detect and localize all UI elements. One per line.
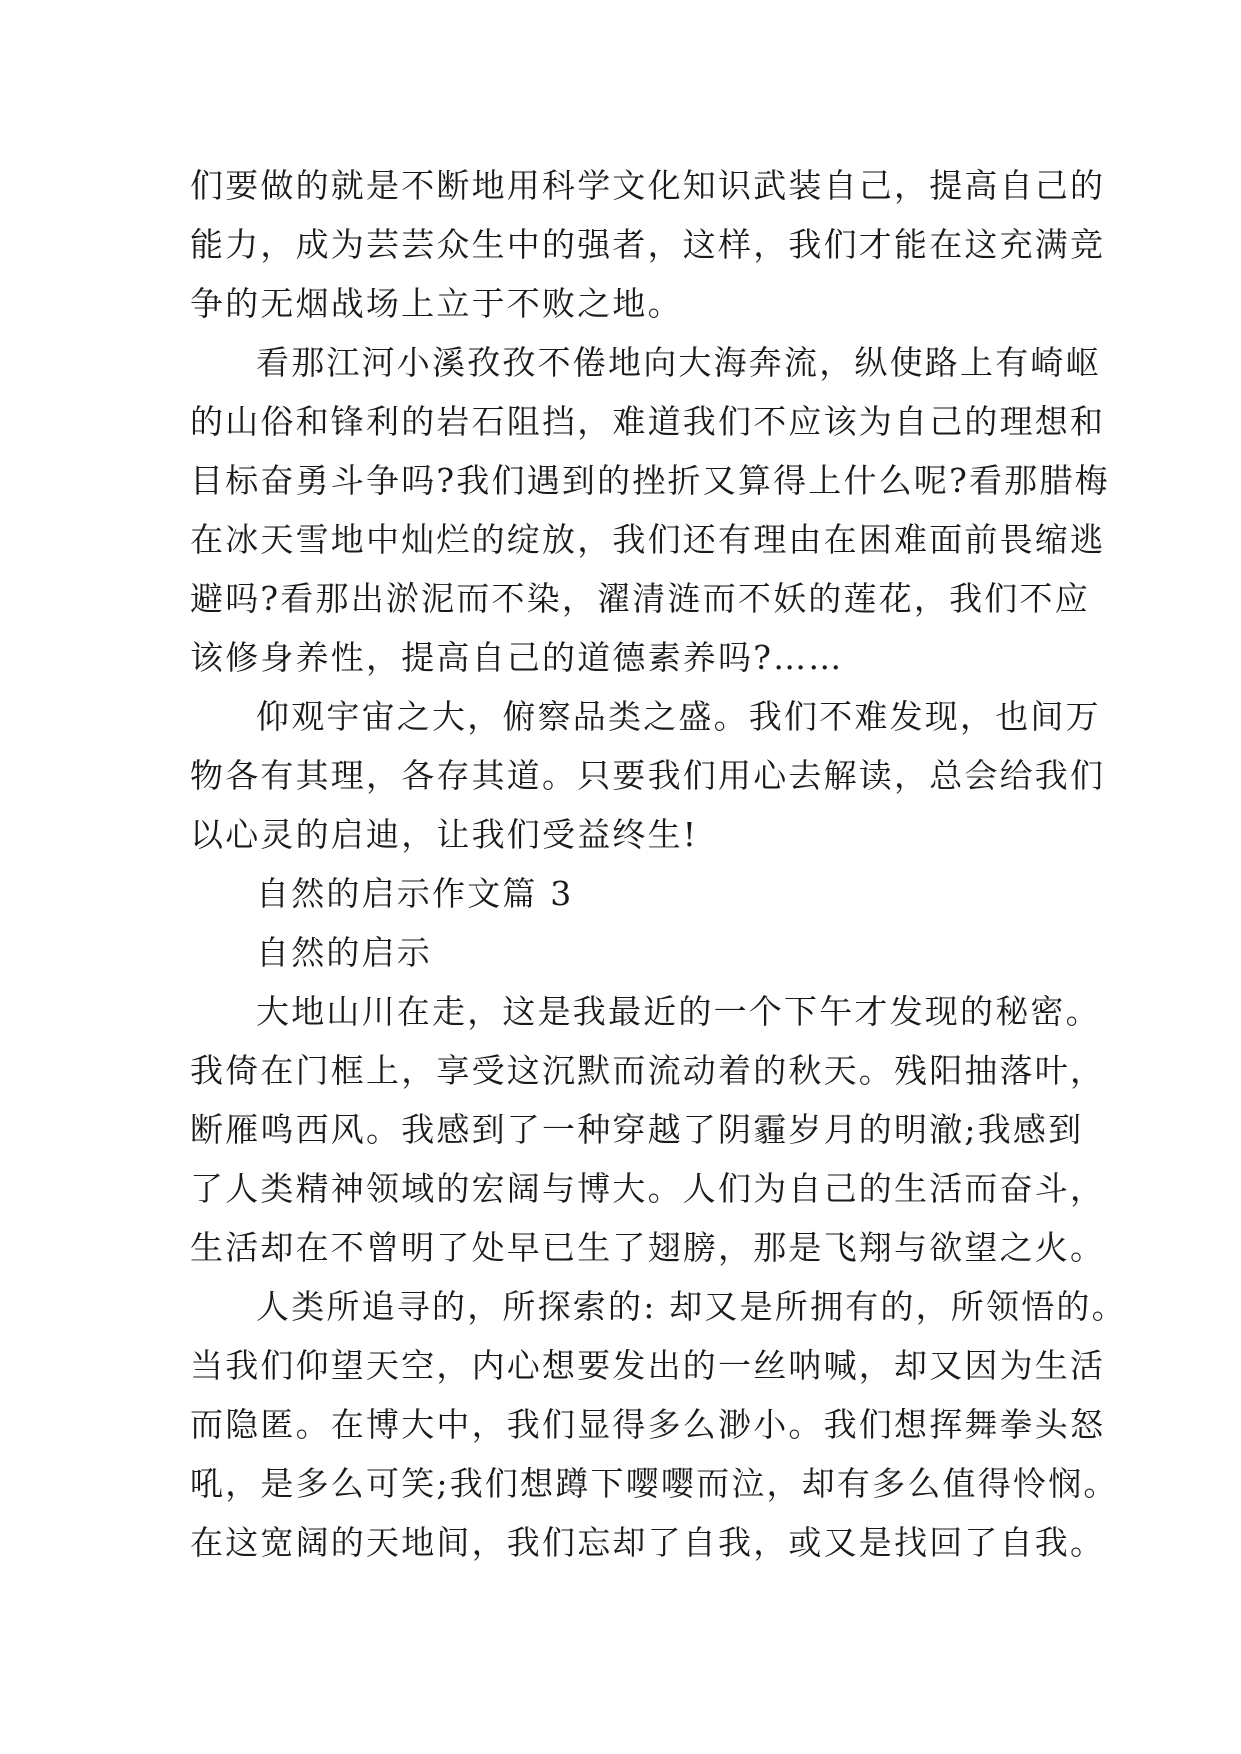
text-line: 生活却在不曾明了处早已生了翅膀，那是飞翔与欲望之火。: [190, 1228, 1106, 1267]
text-line: 目标奋勇斗争吗?我们遇到的挫折又算得上什么呢?看那腊梅: [190, 461, 1110, 500]
text-line: 看那江河小溪孜孜不倦地向大海奔流，纵使路上有崎岖: [256, 343, 1101, 382]
essay-text: [190, 156, 1127, 1572]
text-line: 以心灵的启迪，让我们受益终生!: [190, 815, 699, 854]
text-line: 的山俗和锋利的岩石阻挡，难道我们不应该为自己的理想和: [190, 402, 1106, 441]
text-line: 人类所追寻的，所探索的: 却又是所拥有的，所领悟的。: [256, 1287, 1127, 1326]
text-line: 断雁鸣西风。我感到了一种穿越了阴霾岁月的明澈;我感到: [190, 1110, 1084, 1149]
text-line: 们要做的就是不断地用科学文化知识武装自己，提高自己的: [190, 166, 1106, 205]
text-line: 仰观宇宙之大，俯察品类之盛。我们不难发现，也间万: [256, 697, 1101, 736]
text-line: 而隐匿。在博大中，我们显得多么渺小。我们想挥舞拳头怒: [190, 1405, 1106, 1444]
text-line: 了人类精神领域的宏阔与博大。人们为自己的生活而奋斗，: [190, 1169, 1106, 1208]
text-line: 在这宽阔的天地间，我们忘却了自我，或又是找回了自我。: [190, 1523, 1106, 1562]
essay-title: 自然的启示: [256, 933, 432, 972]
section-heading: 自然的启示作文篇 3: [256, 874, 574, 913]
text-line: 该修身养性，提高自己的道德素养吗?……: [190, 638, 844, 677]
text-line: 大地山川在走，这是我最近的一个下午才发现的秘密。: [256, 992, 1101, 1031]
text-line: 在冰天雪地中灿烂的绽放，我们还有理由在困难面前畏缩逃: [190, 520, 1106, 559]
text-line: 吼，是多么可笑;我们想蹲下嘤嘤而泣，却有多么值得怜悯。: [190, 1464, 1119, 1503]
text-line: 当我们仰望天空，内心想要发出的一丝呐喊，却又因为生活: [190, 1346, 1106, 1385]
text-line: 避吗?看那出淤泥而不染，濯清涟而不妖的莲花，我们不应: [190, 579, 1090, 618]
text-line: 能力，成为芸芸众生中的强者，这样，我们才能在这充满竞: [190, 225, 1106, 264]
text-line: 物各有其理，各存其道。只要我们用心去解读，总会给我们: [190, 756, 1106, 795]
text-line: 我倚在门框上，享受这沉默而流动着的秋天。残阳抽落叶，: [190, 1051, 1106, 1090]
text-line: 争的无烟战场上立于不败之地。: [190, 284, 683, 323]
